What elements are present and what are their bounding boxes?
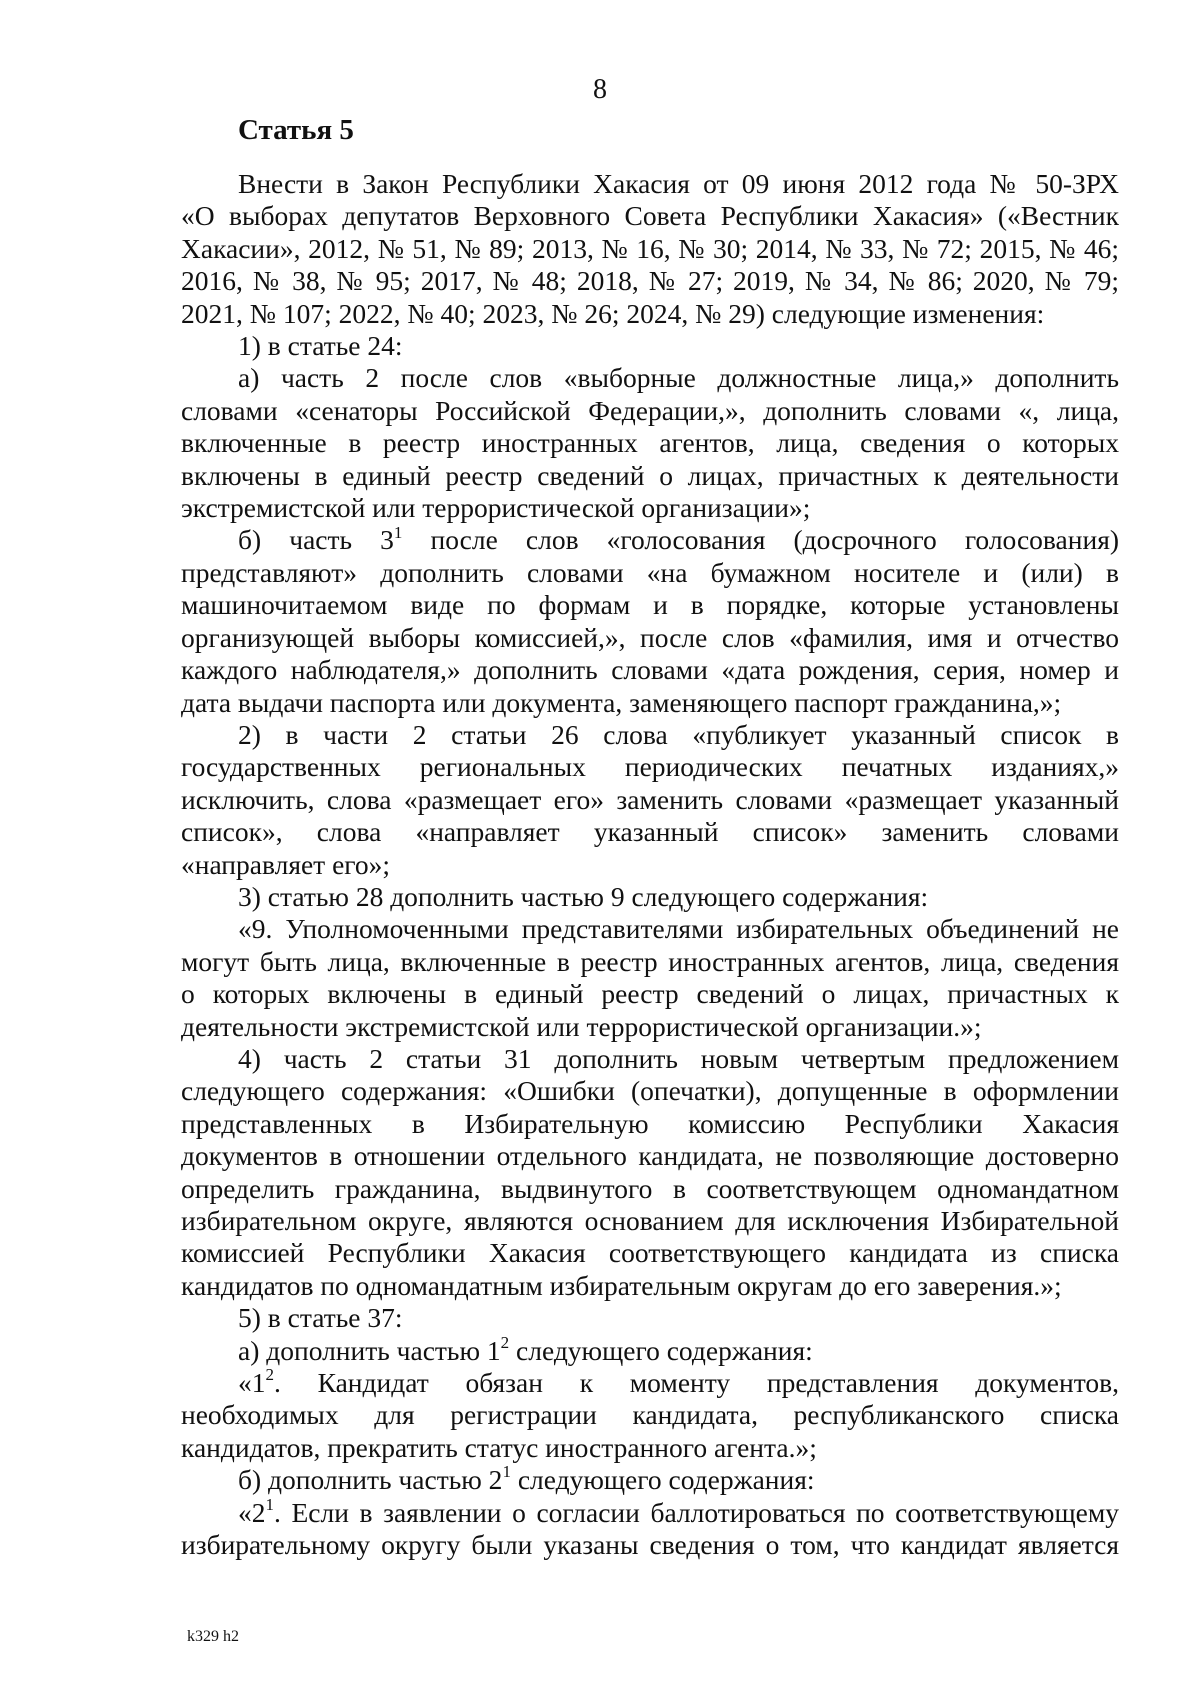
paragraph-item-5a-text [181,1367,1119,1464]
paragraph-item-1a [181,362,1119,524]
text-run: следующего содержания: [510,1464,815,1496]
document-body [181,168,1119,1561]
text-line: словами «сенаторы Российской Федерации,», дополнить словами «, лица, [181,394,1119,426]
text-line: деятельности экстремистской или террористической организации.»; [181,1010,982,1042]
article-heading: Статья 5 [238,114,354,146]
paragraph-item-5b [181,1464,1119,1496]
paragraph-item-5a [181,1332,1119,1367]
text-line: о которых включены в единый реестр сведений о лицах, причастных к [181,978,1119,1010]
superscript: 2 [500,1332,510,1352]
text-line: комиссией Республики Хакасия соответствующего кандидата из списка [181,1237,1119,1269]
text-line: Хакасии», 2012, № 51, № 89; 2013, № 16, № 30; 2014, № 33, № 72; 2015, № 46; [181,232,1119,264]
text-line: исключить, слова «размещает его» заменить словами «размещает указанный [181,783,1119,815]
text-line: Внести в Закон Республики Хакасия от 09 июня 2012 года № 50-ЗРХ [238,168,1119,199]
text-line [181,524,1119,556]
text-line [181,1464,1119,1496]
text-run: а) дополнить частью 1 [238,1334,501,1366]
text-run: «2 [238,1496,266,1528]
footer-code: k329 h2 [187,1628,239,1645]
text-line: а) часть 2 после слов «выборные должностные лица,» дополнить [238,362,1119,394]
text-line: документов в отношении отдельного кандидата, не позволяющие достоверно [181,1140,1119,1172]
text-line [181,1367,1119,1399]
text-line [181,1332,1119,1367]
text-line: избирательном округе, являются основанием для исключения Избирательной [181,1205,1119,1236]
text-run: б) часть 3 [238,524,394,556]
page-number: 8 [593,74,607,105]
text-line: следующего содержания: «Ошибки (опечатки), допущенные в оформлении [181,1075,1119,1107]
paragraph-item-4 [181,1043,1119,1302]
text-line: избирательному округу были указаны сведения о том, что кандидат является [181,1529,1119,1561]
superscript: 1 [265,1494,275,1514]
text-line: каждого наблюдателя,» дополнить словами «дата рождения, серия, номер и [181,654,1119,686]
text-run: «1 [238,1367,266,1399]
paragraph-intro [181,168,1119,330]
text-run: . Кандидат обязан к моменту представления документов, [274,1367,1119,1399]
paragraph-item-3-text [181,913,1119,1043]
text-line: необходимых для регистрации кандидата, республиканского списка [181,1399,1119,1431]
text-line: представленных в Избирательную комиссию Республики Хакасия [181,1107,1119,1139]
text-line: 2) в части 2 статьи 26 слова «публикует указанный список в [238,718,1119,750]
text-line: государственных региональных периодических печатных изданиях,» [181,751,1119,783]
text-line: кандидатов, прекратить статус иностранного агента.»; [181,1431,817,1463]
text-line: «направляет его»; [181,848,391,880]
text-line: экстремистской или террористической организации»; [181,492,811,524]
paragraph-item-5b-text [181,1494,1119,1562]
text-run: б) дополнить частью 2 [238,1464,503,1496]
text-line: включенные в реестр иностранных агентов, лица, сведения о которых [181,427,1119,459]
paragraph-item-5 [181,1302,1119,1334]
text-run: следующего содержания: [509,1334,813,1366]
text-line: 5) в статье 37: [238,1302,403,1334]
text-line: кандидатов по одномандатным избирательным округам до его заверения.»; [181,1269,1062,1301]
paragraph-item-2 [181,719,1119,881]
superscript: 1 [393,522,403,542]
text-line: «9. Уполномоченными представителями избирательных объединений не [238,913,1119,945]
text-line: включены в единый реестр сведений о лицах, причастных к деятельности [181,459,1119,491]
paragraph-item-3 [181,881,1119,913]
superscript: 2 [265,1365,275,1385]
text-line: 2021, № 107; 2022, № 40; 2023, № 26; 2024, № 29) следующие изменения: [181,297,1045,329]
text-line: список», слова «направляет указанный список» заменить словами [181,816,1119,848]
text-line: могут быть лица, включенные в реестр иностранных агентов, лица, сведения [181,945,1119,977]
text-line: «О выборах депутатов Верховного Совета Республики Хакасия» («Вестник [181,200,1119,232]
text-line: организующей выборы комиссией,», после слов «фамилия, имя и отчество [181,621,1119,653]
text-line: дата выдачи паспорта или документа, заменяющего паспорт гражданина,»; [181,686,1062,718]
text-line: 2016, № 38, № 95; 2017, № 48; 2018, № 27; 2019, № 34, № 86; 2020, № 79; [181,265,1119,297]
text-run: . Если в заявлении о согласии баллотироваться по соответствующему [274,1496,1119,1528]
paragraph-item-1 [181,330,1119,362]
text-line: 3) статью 28 дополнить частью 9 следующего содержания: [238,880,929,912]
text-line: определить гражданина, выдвинутого в соответствующем одномандатном [181,1172,1119,1204]
text-line: 4) часть 2 статьи 31 дополнить новым четвертым предложением [238,1042,1119,1074]
text-line: 1) в статье 24: [238,330,403,362]
text-line: машиночитаемом виде по формам и в порядке, которые установлены [181,589,1119,621]
superscript: 1 [502,1462,511,1482]
paragraph-item-1b [181,524,1119,718]
text-line [181,1494,1119,1529]
text-line: представляют» дополнить словами «на бумажном носителе и (или) в [181,556,1119,588]
text-run: после слов «голосования (досрочного голосования) [402,524,1120,556]
